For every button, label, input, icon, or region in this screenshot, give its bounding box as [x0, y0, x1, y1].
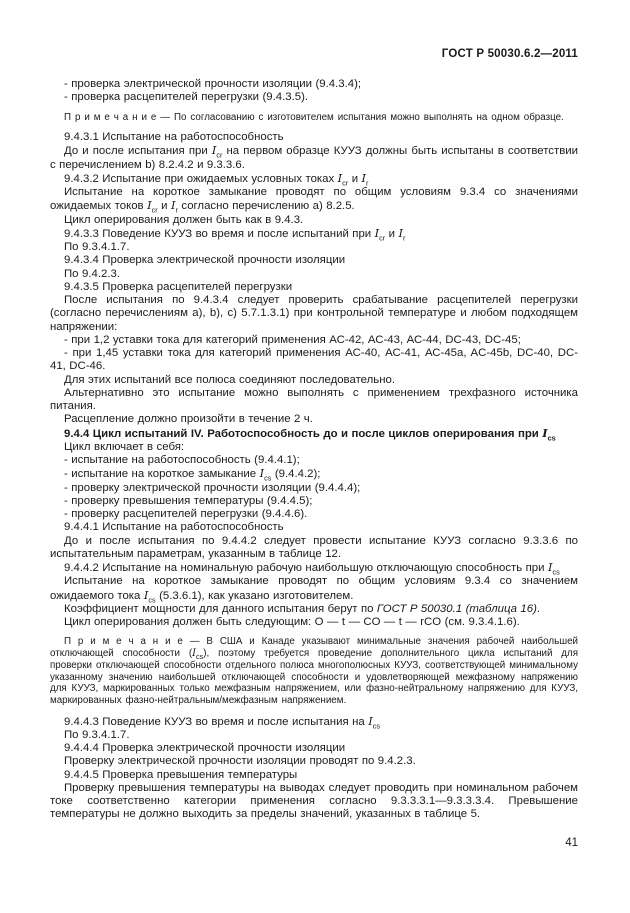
current-symbol: I — [374, 225, 380, 240]
current-symbol: I — [143, 587, 149, 602]
body-paragraph: После испытания по 9.4.3.4 следует проверить срабатывание расцепителей перегрузки (согласно перечислениям а), b), c) 5.7.1.3.1) при контрольной температуре и любом подходящем напряжении: — [50, 294, 578, 333]
current-symbol-subscript: cr — [379, 233, 386, 243]
current-symbol: I — [542, 425, 548, 440]
body-paragraph: - проверка электрической прочности изоляции (9.4.3.4); — [64, 78, 362, 90]
current-symbol-subscript: cs — [264, 473, 272, 483]
reference-italic: ГОСТ Р 50030.1 (таблица 16) — [376, 602, 537, 615]
current-symbol-subscript: cr — [216, 150, 223, 160]
note-paragraph: П р и м е ч а н и е — По согласованию с изготовителем испытания можно выполнять на одном образце. — [64, 111, 564, 123]
body-paragraph: 9.4.4.5 Проверка превышения температуры — [64, 768, 298, 781]
current-symbol: I — [211, 143, 217, 158]
body-paragraph: Цикл оперирования должен быть как в 9.4.3. — [64, 213, 304, 226]
body-paragraph: Проверку превышения температуры на выводах следует проводить при номинальном рабочем токе соответственно категории применения согласно 9.3.3.3.1—9.3.3.3.4. Превышение температуры не должно выходить за пределы значений, указанных в таблице 5. — [50, 781, 578, 821]
body-paragraph: До и после испытания при $I_{cr}$ на первом образце КУУЗ должны быть испытаны в соответствии с перечислением b) 8.2.4.2 и 9.3.3.6. — [50, 143, 578, 171]
body-paragraph: - проверку электрической прочности изоляции (9.4.4.4); — [64, 481, 361, 494]
current-symbol-subscript: cs — [552, 567, 560, 577]
body-paragraph: Цикл оперирования должен быть следующим: O — t — CO — t — rCO (см. 9.3.4.1.6). — [64, 616, 520, 629]
body-paragraph: Альтернативно это испытание можно выполнять с применением трехфазного источника питания. — [50, 386, 578, 413]
body-paragraph: - испытание на работоспособность (9.4.4.1); — [64, 454, 300, 467]
current-symbol: I — [337, 170, 343, 185]
current-symbol: I — [361, 170, 367, 185]
body-paragraph: - при 1,2 уставки тока для категорий применения АС-42, АС-43, АС-44, DC-43, DC-45; — [64, 333, 521, 346]
body-paragraph: 9.4.3.1 Испытание на работоспособность — [64, 131, 284, 144]
body-paragraph: По 9.3.4.1.7. — [64, 728, 130, 741]
current-symbol-subscript: r — [175, 205, 178, 215]
body-paragraph: 9.4.4.1 Испытание на работоспособность — [64, 521, 284, 534]
body-paragraph: 9.4.4.2 Испытание на номинальную рабочую наибольшую отключающую способность при $I_{cs}$ — [64, 560, 560, 577]
body-paragraph: 9.4.4.4 Проверка электрической прочности изоляции — [64, 742, 346, 755]
current-symbol-subscript: cs — [148, 594, 156, 604]
current-symbol: I — [192, 648, 196, 660]
body-paragraph: - при 1,45 уставки тока для категорий применения АС-40, АС-41, АС-45a, AC-45b, DC-40, DC-41, DC-46. — [50, 347, 578, 373]
document-body — [50, 78, 578, 822]
body-paragraph: По 9.4.2.3. — [64, 267, 120, 280]
current-symbol-subscript: cs — [547, 432, 556, 442]
current-symbol-subscript: r — [366, 178, 369, 188]
body-paragraph: Коэффициент мощности для данного испытания берут по ГОСТ Р 50030.1 (таблица 16). — [64, 602, 541, 615]
current-symbol: I — [147, 198, 152, 213]
current-symbol-subscript: r — [403, 233, 406, 243]
current-symbol: I — [547, 560, 553, 575]
body-paragraph: 9.4.3.2 Испытание при ожидаемых условных токах $I_{cr}$ и $I_r$ — [64, 170, 369, 188]
current-symbol: I — [368, 713, 373, 728]
current-symbol-subscript: cs — [196, 652, 204, 662]
current-symbol-subscript: cr — [151, 205, 158, 215]
current-symbol: I — [259, 466, 265, 481]
body-paragraph: 9.4.3.4 Проверка электрической прочности изоляции — [64, 254, 346, 267]
body-paragraph: - испытание на короткое замыкание $I_{cs}$ (9.4.4.2); — [64, 466, 321, 483]
body-paragraph: 9.4.3.5 Проверка расцепителей перегрузки — [64, 280, 293, 293]
body-paragraph: Проверку электрической прочности изоляции проводят по 9.4.2.3. — [64, 755, 416, 768]
body-paragraph: - проверка расцепителей перегрузки (9.4.3.5). — [64, 91, 309, 104]
body-paragraph: Цикл включает в себя: — [64, 440, 185, 453]
current-symbol-subscript: cs — [372, 720, 380, 730]
note-paragraph: П р и м е ч а н и е — В США и Канаде указывают минимальные значения рабочей наибольшей отключающей способности $(I_{cs})$, поэтому требуется проведение дополнительного цикла испытаний для проверки отключающей способности отдельного полюса многополюсных КУУЗ, соответствующей минимальному указанному значению наибольшей отключающей способности и удовлетворяющей межфазному напряжению для КУУЗ, маркированных только межфазным напряжением, или фазно-нейтральному напряжению для КУУЗ, маркированных фазно-нейтральным/межфазным напряжением. — [50, 636, 579, 706]
current-symbol-subscript: cr — [342, 178, 349, 188]
body-paragraph: Испытание на короткое замыкание проводят по общим условиям 9.3.4 со значением ожидаемого тока $I_{cs}$ (5.3.6.1), как указано изготовителем. — [50, 575, 578, 604]
running-header: ГОСТ Р 50030.6.2—2011 — [441, 48, 578, 60]
body-paragraph: До и после испытания по 9.4.4.2 следует провести испытание КУУЗ согласно 9.3.3.6 по испытательным параметрам, указанным в таблице 12. — [50, 534, 578, 560]
body-paragraph: Испытание на короткое замыкание проводят по общим условиям 9.3.4 со значениями ожидаемых токов $I_{cr}$ и $I_r$ согласно перечислению а) 8.2.5. — [50, 186, 578, 215]
current-symbol: I — [398, 225, 404, 240]
body-paragraph: - проверку превышения температуры (9.4.4.5); — [64, 494, 313, 507]
page-number: 41 — [565, 837, 578, 849]
body-paragraph: 9.4.3.3 Поведение КУУЗ во время и после испытаний при $I_{cr}$ и $I_r$ — [64, 225, 406, 243]
current-symbol: I — [170, 198, 176, 213]
body-paragraph: По 9.3.4.1.7. — [64, 241, 130, 254]
body-paragraph: Расцепление должно произойти в течение 2 ч. — [64, 413, 313, 426]
body-paragraph: Для этих испытаний все полюса соединяют последовательно. — [64, 373, 395, 386]
body-paragraph: - проверку расцепителей перегрузки (9.4.4.6). — [64, 508, 308, 521]
section-heading: 9.4.4 Цикл испытаний IV. Работоспособность до и после циклов оперирования при $I_{cs}$ — [64, 425, 556, 442]
body-paragraph: 9.4.4.3 Поведение КУУЗ во время и после испытания на $I_{cs}$ — [64, 713, 380, 730]
